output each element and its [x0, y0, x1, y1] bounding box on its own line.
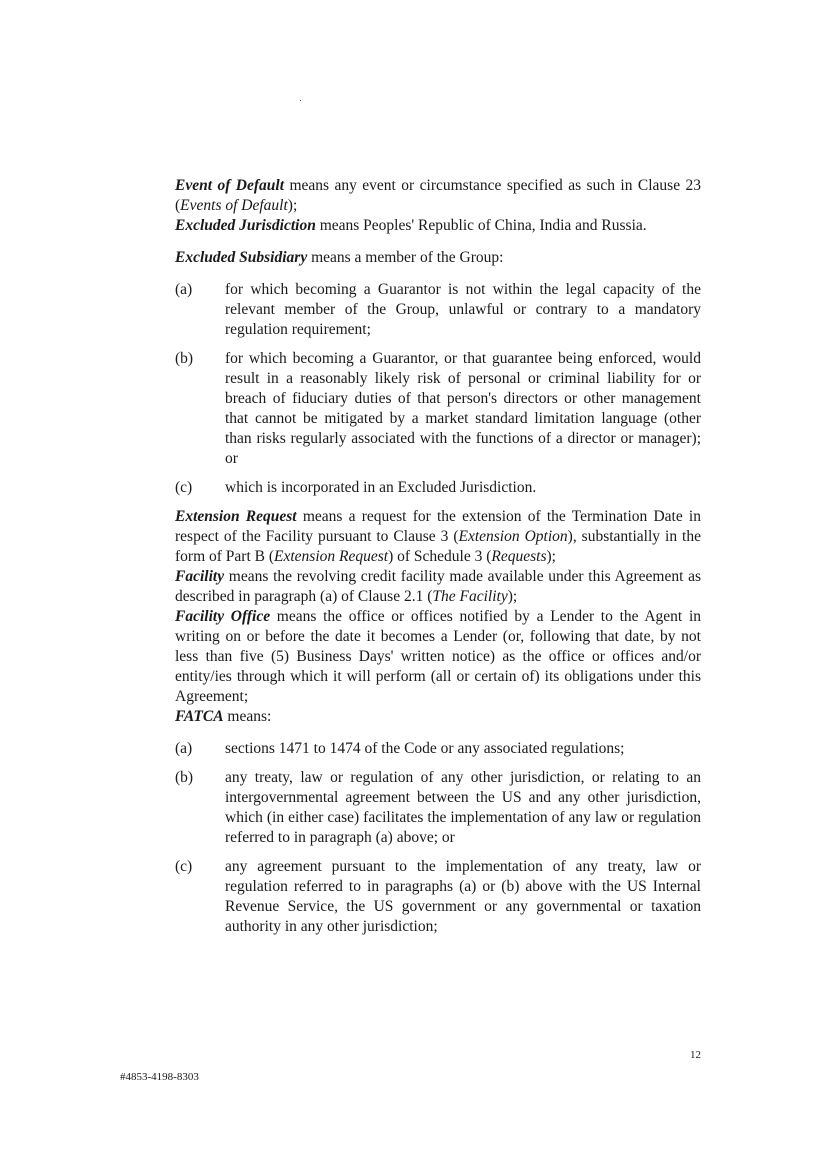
- document-reference: #4853-4198-8303: [120, 1071, 199, 1083]
- definition-excluded-jurisdiction: Excluded Jurisdiction means Peoples' Republic of China, India and Russia.: [175, 217, 647, 234]
- definition-event-of-default: Event of Default means any event or circumstance specified as such in Clause 23 (Events of Default);: [175, 177, 702, 214]
- definition-extension-request: Extension Request means a request for the extension of the Termination Date in respect of the Facility pursuant to Clause 3 (Extension Option), substantially in the form of Part B (Extension Request) of Schedule 3 (Requests);: [175, 508, 701, 565]
- list-item: (b) for which becoming a Guarantor, or that guarantee being enforced, would result in a reasonably likely risk of personal or criminal liability for or breach of fiduciary duties of that person's directors or other management that cannot be mitigated by a market standard limitation language (other than risks regularly associated with the functions of a director or manager); or: [175, 350, 701, 467]
- definition-fatca: FATCA means:: [175, 708, 272, 725]
- definition-excluded-subsidiary: Excluded Subsidiary means a member of the Group:: [175, 249, 504, 266]
- list-item: (a) for which becoming a Guarantor is not within the legal capacity of the relevant member of the Group, unlawful or contrary to a mandatory regulation requirement;: [175, 281, 701, 338]
- definitions-section: [175, 176, 701, 946]
- list-item: (c) any agreement pursuant to the implementation of any treaty, law or regulation referred to in paragraphs (a) or (b) above with the US Internal Revenue Service, the US government or any governmental or taxation authority in any other jurisdiction;: [175, 858, 701, 935]
- list-item: (a) sections 1471 to 1474 of the Code or any associated regulations;: [175, 740, 625, 757]
- scan-mark: [300, 100, 301, 101]
- list-item: (b) any treaty, law or regulation of any other jurisdiction, or relating to an intergovernmental agreement between the US and any other jurisdiction, which (in either case) facilitates the implementation of any law or regulation referred to in paragraph (a) above; or: [175, 769, 701, 846]
- definition-facility: Facility means the revolving credit facility made available under this Agreement as described in paragraph (a) of Clause 2.1 (The Facility);: [175, 568, 701, 605]
- list-item: (c) which is incorporated in an Excluded Jurisdiction.: [175, 479, 537, 496]
- definition-facility-office: Facility Office means the office or offices notified by a Lender to the Agent in writing on or before the date it becomes a Lender (or, following that date, by not less than five (5) Business Days' written notice) as the office or offices and/or entity/ies through which it will perform (all or certain of) its obligations under this Agreement;: [175, 608, 701, 705]
- page-number: 12: [690, 1049, 701, 1061]
